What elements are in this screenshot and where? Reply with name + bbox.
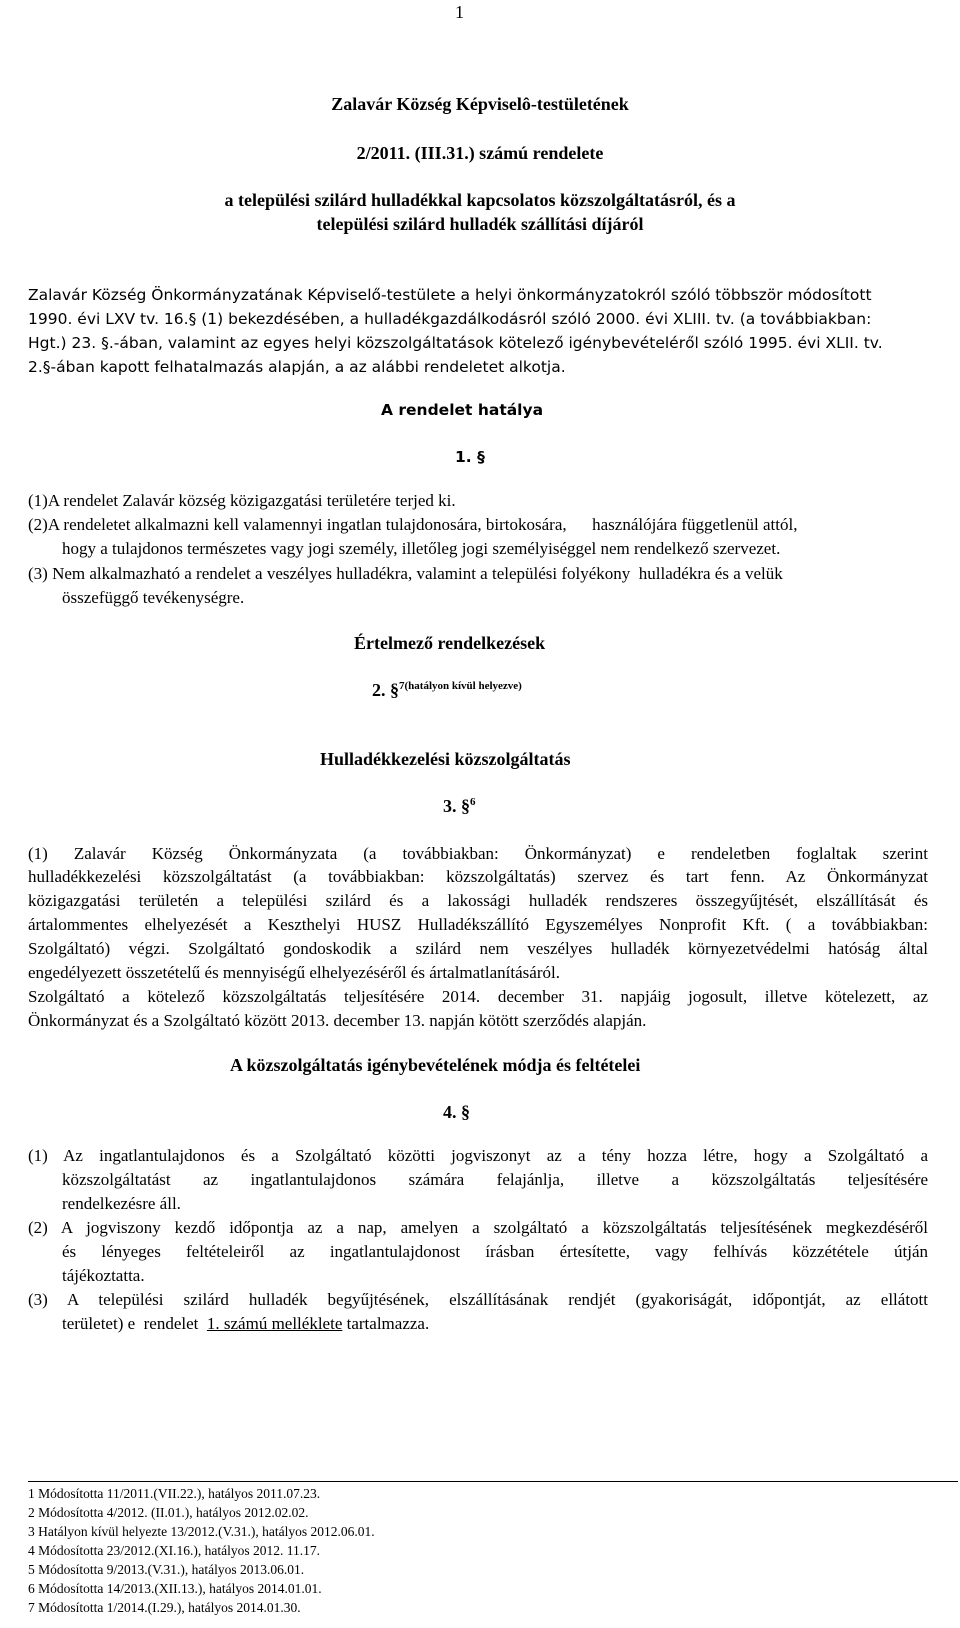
section-1-heading: A rendelet hatálya bbox=[381, 401, 544, 419]
annex-1-link[interactable]: 1. számú melléklete bbox=[206, 1314, 343, 1333]
section-3-line-5: Szolgáltató) végzi. Szolgáltató gondoskodik a szilárd nem veszélyes hulladék környezetvédelmi hatóság által bbox=[28, 939, 928, 958]
section-4-paragraph-3-line-1: (3) A települési szilárd hulladék begyűjtésének, elszállításának rendjét (gyakoriságát, időpontját, az ellátott bbox=[28, 1290, 928, 1309]
section-4-heading: A közszolgáltatás igénybevételének módja és feltételei bbox=[230, 1055, 641, 1075]
section-2-number: 2. §$^{7(hatályon kívül helyezve)}$ bbox=[372, 680, 522, 700]
section-4-paragraph-1-line-3: rendelkezésre áll. bbox=[62, 1194, 181, 1213]
footnote-5: 5 Módosította 9/2013.(V.31.), hatályos 2013.06.01. bbox=[28, 1562, 305, 1577]
decree-subject-line-2: települési szilárd hulladék szállítási díjáról bbox=[316, 214, 644, 234]
section-3-number: 3. §$^6$ bbox=[443, 796, 476, 816]
section-1-paragraph-3-line-2: összefüggő tevékenységre. bbox=[62, 588, 245, 607]
section-4-number: 4. § bbox=[443, 1102, 470, 1122]
section-1-paragraph-1: (1)A rendelet Zalavár község közigazgatási területére terjed ki. bbox=[28, 491, 456, 510]
document-title: Zalavár Község Képviselô-testületének bbox=[331, 94, 629, 114]
section-sign: § bbox=[390, 680, 399, 700]
section-2-note: 7(hatályon kívül helyezve) bbox=[399, 680, 522, 692]
section-3-line-8: Önkormányzat és a Szolgáltató között 2013. december 13. napján kötött szerződés alapján. bbox=[28, 1011, 647, 1030]
section-1-number: 1. § bbox=[455, 448, 485, 466]
section-sign: § bbox=[101, 334, 109, 352]
section-4-paragraph-1-line-2: közszolgáltatást az ingatlantulajdonos számára felajánlja, illetve a közszolgáltatás teljesítésére bbox=[62, 1170, 928, 1189]
preamble-line-2: 1990. évi LXV tv. 16.§ (1) bekezdésében, a hulladékgazdálkodásról szóló 2000. évi XLIII. tv. (a továbbiakban: bbox=[28, 310, 872, 328]
decree-subject-line-1: a települési szilárd hulladékkal kapcsolatos közszolgáltatásról, és a bbox=[224, 190, 736, 210]
footnote-7: 7 Módosította 1/2014.(I.29.), hatályos 2014.01.30. bbox=[28, 1600, 301, 1615]
section-sign: § bbox=[42, 358, 51, 376]
section-3-line-2: hulladékkezelési közszolgáltatást (a továbbiakban: közszolgáltatás) szervez és tart fenn. Az Önkormányzat bbox=[28, 867, 928, 886]
section-3-heading: Hulladékkezelési közszolgáltatás bbox=[320, 749, 571, 769]
section-3-line-7: Szolgáltató a kötelező közszolgáltatás teljesítésére 2014. december 31. napjáig jogosult, illetve kötelezett, az bbox=[28, 987, 928, 1006]
section-sign: § bbox=[477, 448, 485, 466]
section-4-paragraph-2-line-1: (2) A jogviszony kezdő időpontja az a nap, amelyen a szolgáltató a közszolgáltatás teljesítésének megkezdéséről bbox=[28, 1218, 928, 1237]
section-1-paragraph-2-line-2: hogy a tulajdonos természetes vagy jogi személy, illetőleg jogi személyiséggel nem rendelkező szervezet. bbox=[62, 539, 781, 558]
section-4-paragraph-2-line-3: tájékoztatta. bbox=[62, 1266, 145, 1285]
footnote-1: 1 Módosította 11/2011.(VII.22.), hatályos 2011.07.23. bbox=[28, 1486, 321, 1501]
section-3-line-3: közigazgatási területén a települési szilárd és a lakossági hulladék rendszeres összegyűjtését, elszállítását és bbox=[28, 891, 928, 910]
section-2-heading: Értelmező rendelkezések bbox=[354, 633, 546, 653]
section-1-paragraph-2-line-1: (2)A rendeletet alkalmazni kell valamennyi ingatlan tulajdonosára, birtokosára, használójára függetlenül attól, bbox=[28, 515, 798, 534]
section-4-paragraph-3-line-2: területet) e rendelet 1. számú melléklete tartalmazza. bbox=[62, 1314, 430, 1333]
section-sign: § bbox=[461, 1102, 470, 1122]
section-3-line-4: ártalommentes elhelyezését a Keszthelyi HUSZ Hulladékszállító Egyszemélyes Nonprofit Kft. ( a továbbiakban: bbox=[28, 915, 928, 934]
section-3-line-6: engedélyezett összetételű és mennyiségű elhelyezéséről és ártalmatlanításáról. bbox=[28, 963, 560, 982]
decree-number: 2/2011. (III.31.) számú rendelete bbox=[356, 143, 604, 163]
footnote-3: 3 Hatályon kívül helyezte 13/2012.(V.31.), hatályos 2012.06.01. bbox=[28, 1524, 375, 1539]
section-4-paragraph-1-line-1: (1) Az ingatlantulajdonos és a Szolgáltató közötti jogviszonyt az a tény hozza létre, hogy a Szolgáltató a bbox=[28, 1146, 928, 1165]
section-3-line-1: (1) Zalavár Község Önkormányzata (a továbbiakban: Önkormányzat) e rendeletben foglaltak szerint bbox=[28, 844, 928, 863]
section-sign: § bbox=[461, 796, 470, 816]
footnote-4: 4 Módosította 23/2012.(XI.16.), hatályos 2012. 11.17. bbox=[28, 1543, 320, 1558]
preamble-line-1: Zalavár Község Önkormányzatának Képviselő-testülete a helyi önkormányzatokról szóló többször módosított bbox=[28, 286, 872, 304]
page-number: 1 bbox=[455, 2, 464, 22]
section-sign: § bbox=[188, 310, 197, 328]
preamble-line-3: Hgt.) 23. §.-ában, valamint az egyes helyi közszolgáltatások kötelező igénybevételéről szóló 1995. évi XLII. tv. bbox=[28, 334, 883, 352]
preamble-line-4: 2.§-ában kapott felhatalmazás alapján, a az alábbi rendeletet alkotja. bbox=[28, 358, 566, 376]
footnote-6: 6 Módosította 14/2013.(XII.13.), hatályos 2014.01.01. bbox=[28, 1581, 322, 1596]
section-4-paragraph-2-line-2: és lényeges feltételeiről az ingatlantulajdonost írásban értesítette, vagy felhívás közzététele útján bbox=[62, 1242, 928, 1261]
footnote-separator bbox=[28, 1481, 958, 1482]
footnote-ref-6: 6 bbox=[470, 796, 476, 808]
section-1-paragraph-3-line-1: (3) Nem alkalmazható a rendelet a veszélyes hulladékra, valamint a települési folyékony hulladékra és a velük bbox=[28, 564, 783, 583]
footnote-2: 2 Módosította 4/2012. (II.01.), hatályos 2012.02.02. bbox=[28, 1505, 309, 1520]
